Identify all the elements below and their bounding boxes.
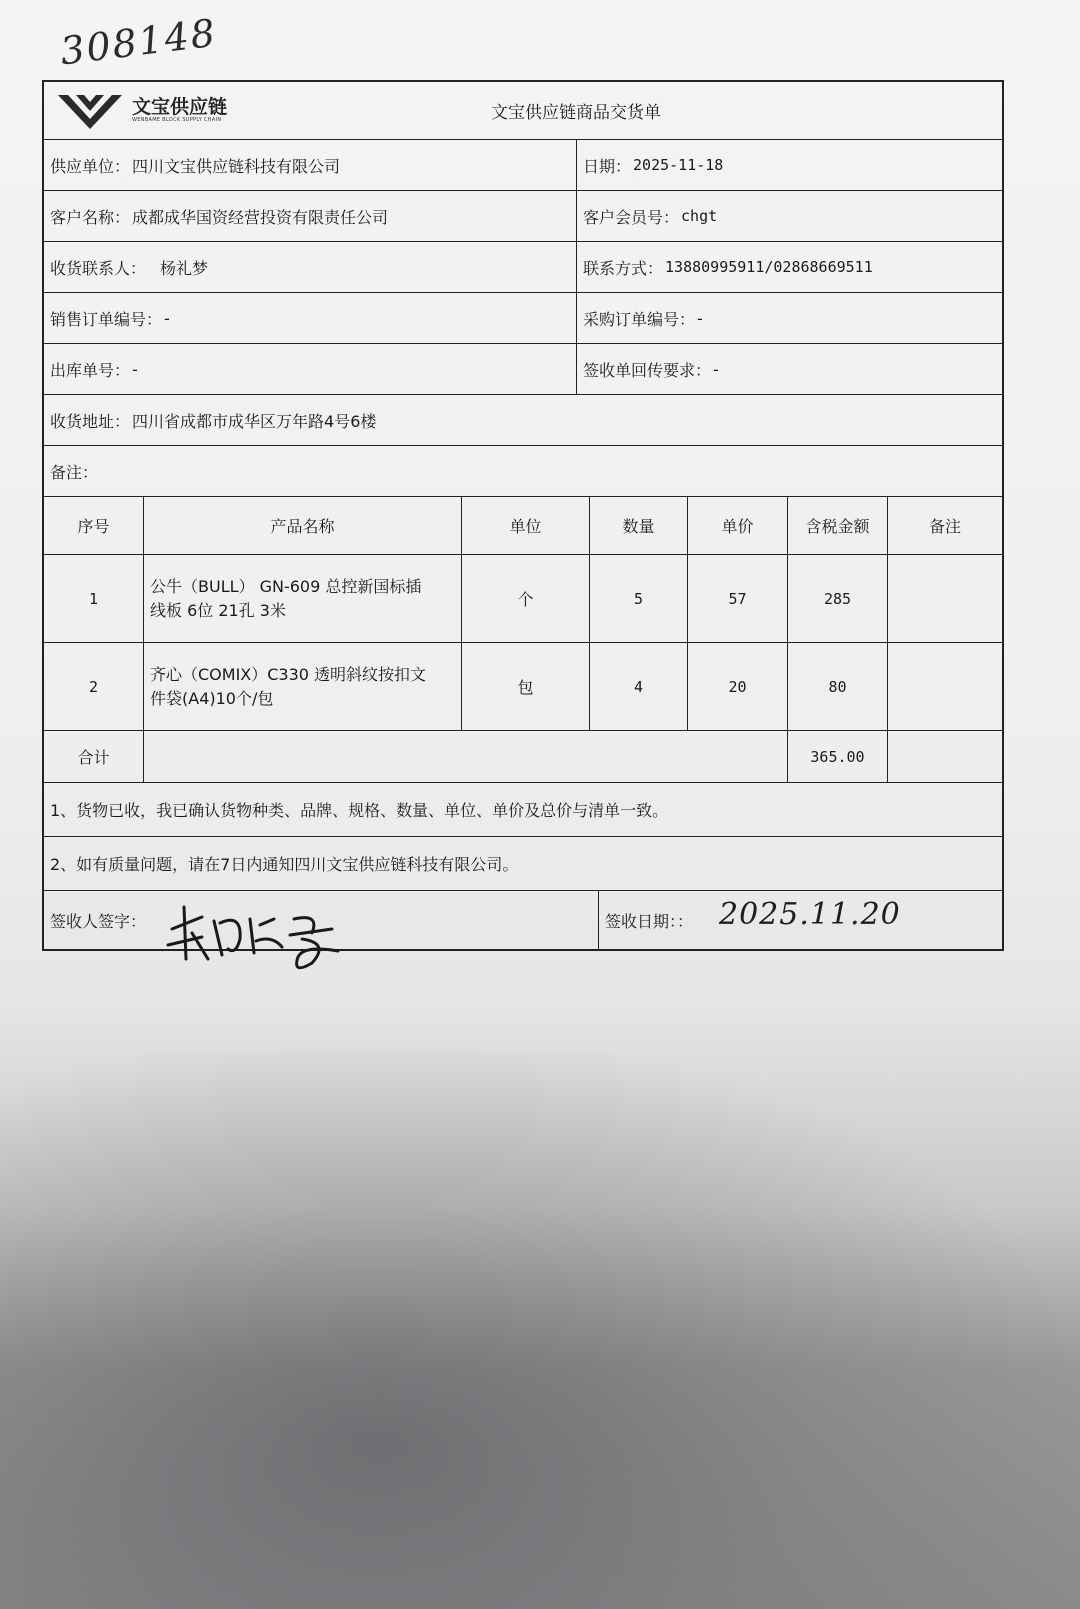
product-name-line2: 线板 6位 21孔 3米 xyxy=(150,600,286,620)
customer-cell xyxy=(44,191,577,241)
photo-shadow xyxy=(0,1050,1080,1609)
row-qty: 4 xyxy=(590,643,688,730)
contact-cell xyxy=(44,242,577,292)
customer-value: 成都成华国资经营投资有限责任公司 xyxy=(132,207,389,227)
col-header-name: 产品名称 xyxy=(144,497,462,554)
total-value: 365.00 xyxy=(788,731,888,782)
logo-text: 文宝供应链 xyxy=(132,96,228,118)
confirm-note-2 xyxy=(44,837,1002,891)
remark-label: 备注： xyxy=(50,462,99,482)
receipt-label: 签收单回传要求： xyxy=(583,360,712,380)
col-header-note: 备注 xyxy=(928,517,961,536)
signature-row xyxy=(44,891,1002,949)
row-amount: 80 xyxy=(788,643,888,730)
row-outbound-receipt xyxy=(44,344,1002,395)
handwritten-sign-date: 2025.11.20 xyxy=(719,897,901,932)
row-price: 20 xyxy=(688,643,788,730)
col-header-price: 单价 xyxy=(688,497,788,554)
supplier-label: 供应单位： xyxy=(50,156,131,176)
outbound-cell xyxy=(44,344,577,394)
product-name-line1: 公牛（BULL） GN-609 总控新国标插 xyxy=(150,577,422,597)
total-row xyxy=(44,731,1002,783)
supplier-cell xyxy=(44,140,577,190)
items-table-header xyxy=(44,497,1002,555)
row-order-numbers xyxy=(44,293,1002,344)
address-label: 收货地址： xyxy=(50,411,131,431)
sales-order-cell xyxy=(44,293,577,343)
table-row xyxy=(44,643,1002,731)
form-header xyxy=(44,82,1002,140)
row-qty: 5 xyxy=(590,555,688,642)
col-header-amount: 含税金额 xyxy=(788,497,888,554)
row-product-name xyxy=(144,555,462,642)
outbound-value: - xyxy=(132,359,138,379)
member-cell xyxy=(577,191,1002,241)
receipt-cell xyxy=(577,344,1002,394)
col-header-no: 序号 xyxy=(44,497,144,554)
row-amount: 285 xyxy=(788,555,888,642)
product-name-line1: 齐心（COMIX）C330 透明斜纹按扣文 xyxy=(150,665,427,685)
sales-order-value: - xyxy=(164,308,170,328)
sign-date-cell xyxy=(599,891,1002,949)
row-contact-phone xyxy=(44,242,1002,293)
phone-label: 联系方式： xyxy=(583,258,664,278)
signer-label: 签收人签字： xyxy=(50,911,147,931)
purchase-order-cell xyxy=(577,293,1002,343)
row-customer-member xyxy=(44,191,1002,242)
row-supplier-date xyxy=(44,140,1002,191)
address-cell xyxy=(44,395,1002,445)
handwritten-reference-number: 308148 xyxy=(57,10,220,74)
row-remark xyxy=(44,446,1002,497)
row-unit: 包 xyxy=(462,643,590,730)
address-value: 四川省成都市成华区万年路4号6楼 xyxy=(132,411,377,431)
member-label: 客户会员号： xyxy=(583,207,680,227)
date-label: 日期： xyxy=(583,156,632,176)
row-note xyxy=(888,555,1002,642)
product-name-line2: 件袋(A4)10个/包 xyxy=(150,688,274,708)
logo-mark-icon xyxy=(56,89,126,133)
customer-label: 客户名称： xyxy=(50,207,131,227)
supplier-value: 四川文宝供应链科技有限公司 xyxy=(132,156,341,176)
total-spacer xyxy=(144,731,788,782)
contact-label: 收货联系人： xyxy=(50,258,147,278)
note-line-2: 2、如有质量问题，请在7日内通知四川文宝供应链科技有限公司。 xyxy=(50,855,519,874)
purchase-order-label: 采购订单编号： xyxy=(583,309,696,329)
form-title: 文宝供应链商品交货单 xyxy=(491,103,661,123)
signer-cell xyxy=(44,891,599,949)
row-address xyxy=(44,395,1002,446)
receipt-value: - xyxy=(713,359,719,379)
row-product-name xyxy=(144,643,462,730)
total-note xyxy=(888,731,1002,782)
outbound-label: 出库单号： xyxy=(50,360,131,380)
sign-date-label: 签收日期：： xyxy=(605,911,694,931)
delivery-note-form xyxy=(42,80,1004,951)
sales-order-label: 销售订单编号： xyxy=(50,309,163,329)
col-header-unit: 单位 xyxy=(462,497,590,554)
confirm-note-1 xyxy=(44,783,1002,837)
table-row xyxy=(44,555,1002,643)
company-logo xyxy=(44,82,314,139)
phone-value: 13880995911/02868669511 xyxy=(665,258,873,276)
row-price: 57 xyxy=(688,555,788,642)
col-header-qty: 数量 xyxy=(590,497,688,554)
logo-subtext: WENBAME BLOCK SUPPLY CHAIN xyxy=(132,117,222,123)
row-no: 1 xyxy=(44,555,144,642)
purchase-order-value: - xyxy=(697,308,703,328)
note-line-1: 1、货物已收，我已确认货物种类、品牌、规格、数量、单位、单价及总价与清单一致。 xyxy=(50,801,669,820)
row-no: 2 xyxy=(44,643,144,730)
total-label: 合计 xyxy=(44,731,144,782)
phone-cell xyxy=(577,242,1002,292)
remark-cell xyxy=(44,446,1002,496)
row-note xyxy=(888,643,1002,730)
row-unit: 个 xyxy=(462,555,590,642)
date-value: 2025-11-18 xyxy=(633,156,724,174)
handwritten-signature xyxy=(162,899,362,979)
date-cell xyxy=(577,140,1002,190)
contact-value: 杨礼梦 xyxy=(160,258,209,278)
member-value: chgt xyxy=(681,207,718,225)
